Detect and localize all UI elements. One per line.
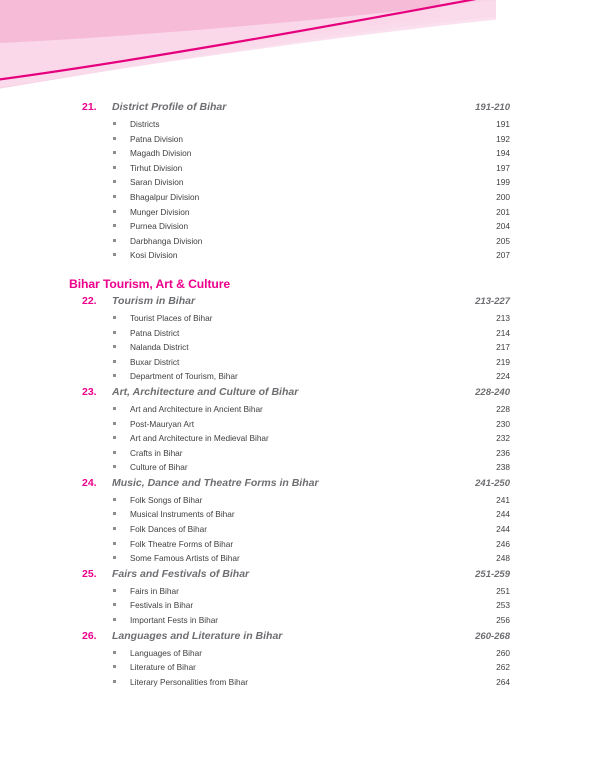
bullet-square-icon <box>113 226 125 229</box>
chapter-page-range: 251-259 <box>475 568 510 580</box>
chapter-entry[interactable] <box>0 477 600 568</box>
list-item-label: Literary Personalities from Bihar <box>130 676 249 687</box>
list-item-label: Saran Division <box>130 177 184 188</box>
list-item-label: Nalanda District <box>130 342 189 353</box>
chapter-number: 24. <box>82 476 97 489</box>
list-item-page: 200 <box>496 191 510 202</box>
chapter-heading-row[interactable] <box>0 630 600 648</box>
chapter-subitem-list <box>0 495 600 568</box>
list-item-page: 224 <box>496 371 510 382</box>
chapter-page-range: 241-250 <box>475 477 510 489</box>
bullet-square-icon <box>113 409 125 412</box>
list-item-page: 241 <box>496 494 510 505</box>
list-item-page: 194 <box>496 148 510 159</box>
section-heading: Bihar Tourism, Art & Culture <box>69 276 231 291</box>
list-item-page: 201 <box>496 206 510 217</box>
list-item-page: 246 <box>496 538 510 549</box>
pink-band-light <box>0 0 600 92</box>
list-item-page: 207 <box>496 250 510 261</box>
bullet-square-icon <box>113 182 125 185</box>
chapter-heading-row[interactable] <box>0 101 600 119</box>
toc-section <box>0 265 600 691</box>
list-item[interactable] <box>0 236 600 251</box>
bullet-square-icon <box>113 453 125 456</box>
list-item-label: Fairs in Bihar <box>130 585 179 596</box>
list-item[interactable] <box>0 163 600 178</box>
list-item[interactable] <box>0 662 600 677</box>
toc-section <box>0 101 600 265</box>
list-item[interactable] <box>0 148 600 163</box>
list-item-label: Festivals in Bihar <box>130 600 194 611</box>
list-item-page: 236 <box>496 447 510 458</box>
list-item-page: 228 <box>496 403 510 414</box>
chapter-entry[interactable] <box>0 101 600 265</box>
list-item-page: 244 <box>496 524 510 535</box>
list-item[interactable] <box>0 419 600 434</box>
decorative-header-art <box>0 0 600 110</box>
list-item-page: 213 <box>496 312 510 323</box>
list-item[interactable] <box>0 586 600 601</box>
table-of-contents <box>0 101 600 691</box>
bullet-square-icon <box>113 424 125 427</box>
bullet-square-icon <box>113 212 125 215</box>
bullet-square-icon <box>113 467 125 470</box>
chapter-number: 26. <box>82 629 97 642</box>
list-item[interactable] <box>0 404 600 419</box>
chapter-subitem-list <box>0 648 600 692</box>
chapter-title: Fairs and Festivals of Bihar <box>112 567 250 580</box>
chapter-entry[interactable] <box>0 568 600 630</box>
chapter-heading-row[interactable] <box>0 295 600 313</box>
list-item-label: Languages of Bihar <box>130 647 202 658</box>
list-item[interactable] <box>0 134 600 149</box>
list-item-label: Art and Architecture in Medieval Bihar <box>130 433 269 444</box>
bullet-square-icon <box>113 591 125 594</box>
bullet-square-icon <box>113 620 125 623</box>
list-item-page: 204 <box>496 221 510 232</box>
list-item-label: Literature of Bihar <box>130 662 196 673</box>
list-item[interactable] <box>0 119 600 134</box>
list-item-label: Purnea Division <box>130 221 189 232</box>
list-item-label: Magadh Division <box>130 148 192 159</box>
list-item-page: 217 <box>496 342 510 353</box>
bullet-square-icon <box>113 362 125 365</box>
list-item[interactable] <box>0 448 600 463</box>
bullet-square-icon <box>113 168 125 171</box>
chapter-title: Languages and Literature in Bihar <box>112 629 283 642</box>
list-item-page: 197 <box>496 162 510 173</box>
list-item-page: 214 <box>496 327 510 338</box>
bullet-square-icon <box>113 500 125 503</box>
list-item-page: 244 <box>496 509 510 520</box>
list-item[interactable] <box>0 600 600 615</box>
list-item[interactable] <box>0 328 600 343</box>
bullet-square-icon <box>113 255 125 258</box>
list-item[interactable] <box>0 313 600 328</box>
bullet-square-icon <box>113 197 125 200</box>
list-item-page: 262 <box>496 662 510 673</box>
list-item-label: Folk Dances of Bihar <box>130 524 208 535</box>
chapter-page-range: 213-227 <box>475 295 510 307</box>
list-item[interactable] <box>0 615 600 630</box>
chapter-entry[interactable] <box>0 630 600 692</box>
chapter-entry[interactable] <box>0 386 600 477</box>
chapter-number: 23. <box>82 385 97 398</box>
chapter-title: Art, Architecture and Culture of Bihar <box>112 385 299 398</box>
list-item[interactable] <box>0 342 600 357</box>
chapter-page-range: 228-240 <box>475 386 510 398</box>
list-item-page: 253 <box>496 600 510 611</box>
bullet-square-icon <box>113 376 125 379</box>
list-item-label: Folk Theatre Forms of Bihar <box>130 538 234 549</box>
list-item-label: Culture of Bihar <box>130 462 188 473</box>
list-item-label: Patna District <box>130 327 180 338</box>
list-item-label: Tourist Places of Bihar <box>130 312 213 323</box>
list-item[interactable] <box>0 524 600 539</box>
list-item-label: Patna Division <box>130 133 184 144</box>
bullet-square-icon <box>113 241 125 244</box>
chapter-heading-row[interactable] <box>0 477 600 495</box>
list-item-page: 192 <box>496 133 510 144</box>
list-item-label: Musical Instruments of Bihar <box>130 509 235 520</box>
list-item[interactable] <box>0 250 600 265</box>
list-item[interactable] <box>0 192 600 207</box>
list-item[interactable] <box>0 648 600 663</box>
list-item-page: 256 <box>496 615 510 626</box>
list-item[interactable] <box>0 462 600 477</box>
bullet-square-icon <box>113 514 125 517</box>
list-item[interactable] <box>0 509 600 524</box>
list-item-label: Post-Mauryan Art <box>130 418 195 429</box>
list-item[interactable] <box>0 207 600 222</box>
list-item-label: Department of Tourism, Bihar <box>130 371 238 382</box>
chapter-number: 21. <box>82 101 97 113</box>
list-item-page: 191 <box>496 119 510 129</box>
chapter-heading-row[interactable] <box>0 568 600 586</box>
list-item-label: Art and Architecture in Ancient Bihar <box>130 403 263 414</box>
chapter-title: District Profile of Bihar <box>112 101 227 113</box>
list-item[interactable] <box>0 177 600 192</box>
list-item-page: 248 <box>496 553 510 564</box>
bullet-square-icon <box>113 139 125 142</box>
list-item-label: Districts <box>130 119 160 129</box>
chapter-page-range: 191-210 <box>475 102 510 113</box>
pink-band-dark <box>0 0 600 84</box>
list-item-page: 238 <box>496 462 510 473</box>
list-item-label: Munger Division <box>130 206 190 217</box>
bullet-square-icon <box>113 153 125 156</box>
list-item-label: Crafts in Bihar <box>130 447 183 458</box>
bullet-square-icon <box>113 544 125 547</box>
bullet-square-icon <box>113 667 125 670</box>
bullet-square-icon <box>113 682 125 685</box>
chapter-subitem-list <box>0 586 600 630</box>
list-item-page: 264 <box>496 676 510 687</box>
bullet-square-icon <box>113 653 125 656</box>
list-item-label: Tirhut Division <box>130 162 183 173</box>
list-item-page: 251 <box>496 585 510 596</box>
list-item[interactable] <box>0 371 600 386</box>
chapter-number: 25. <box>82 567 97 580</box>
list-item[interactable] <box>0 677 600 692</box>
chapter-number: 22. <box>82 294 97 307</box>
pink-band-light-lower <box>0 0 600 90</box>
chapter-title: Tourism in Bihar <box>112 294 196 307</box>
list-item-label: Darbhanga Division <box>130 235 203 246</box>
list-item-page: 219 <box>496 356 510 367</box>
list-item-label: Folk Songs of Bihar <box>130 494 203 505</box>
list-item-label: Important Fests in Bihar <box>130 615 219 626</box>
list-item-label: Kosi Division <box>130 250 178 261</box>
list-item[interactable] <box>0 221 600 236</box>
list-item-label: Bhagalpur Division <box>130 191 200 202</box>
list-item-page: 232 <box>496 433 510 444</box>
bullet-square-icon <box>113 124 125 127</box>
list-item-label: Some Famous Artists of Bihar <box>130 553 240 564</box>
list-item-page: 205 <box>496 235 510 246</box>
chapter-subitem-list <box>0 404 600 477</box>
list-item-page: 230 <box>496 418 510 429</box>
list-item[interactable] <box>0 539 600 554</box>
chapter-subitem-list <box>0 119 600 265</box>
bullet-square-icon <box>113 529 125 532</box>
list-item[interactable] <box>0 553 600 568</box>
chapter-entry[interactable] <box>0 295 600 386</box>
bullet-square-icon <box>113 318 125 321</box>
list-item-page: 260 <box>496 647 510 658</box>
chapter-heading-row[interactable] <box>0 386 600 404</box>
bullet-square-icon <box>113 605 125 608</box>
chapter-title: Music, Dance and Theatre Forms in Bihar <box>112 476 319 489</box>
list-item-page: 199 <box>496 177 510 188</box>
bullet-square-icon <box>113 333 125 336</box>
magenta-curve-line <box>0 0 492 82</box>
list-item[interactable] <box>0 433 600 448</box>
bullet-square-icon <box>113 438 125 441</box>
list-item[interactable] <box>0 495 600 510</box>
bullet-square-icon <box>113 347 125 350</box>
chapter-subitem-list <box>0 313 600 386</box>
bullet-square-icon <box>113 558 125 561</box>
list-item[interactable] <box>0 357 600 372</box>
chapter-page-range: 260-268 <box>475 630 510 642</box>
list-item-label: Buxar District <box>130 356 180 367</box>
